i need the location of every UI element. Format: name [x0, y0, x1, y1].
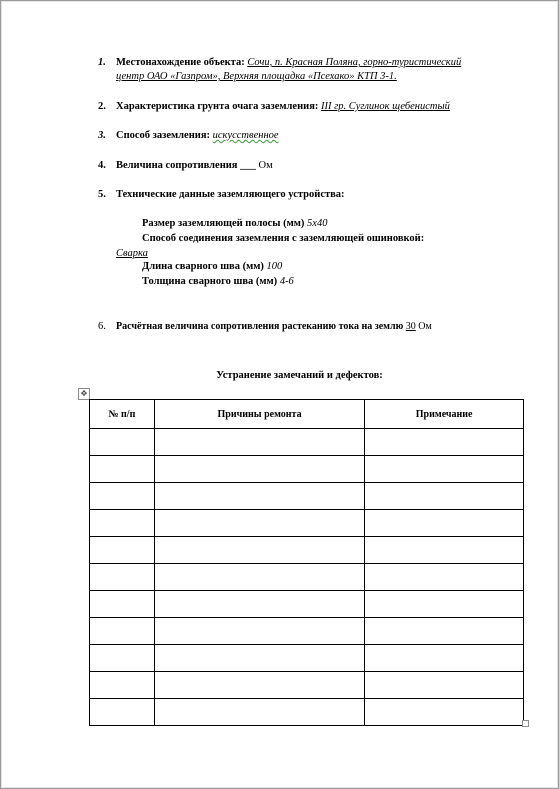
- location-value-line1: Сочи, п. Красная Поляна, горно-туристический: [247, 57, 462, 68]
- table-cell[interactable]: [154, 672, 364, 699]
- table-row: [90, 564, 524, 591]
- table-cell[interactable]: [90, 645, 155, 672]
- connection-method: Способ соединения заземления с заземляющей ошиновкой:: [142, 233, 425, 244]
- soil-value: III гр. Суглинок щебенистый: [321, 101, 450, 112]
- column-header-note: Примечание: [365, 400, 524, 429]
- table-cell[interactable]: [90, 537, 155, 564]
- weld-thickness-value: 4-6: [279, 276, 294, 287]
- table-cell[interactable]: [90, 564, 155, 591]
- table-header-row: [90, 400, 524, 429]
- table-cell[interactable]: [154, 564, 364, 591]
- item-number: 3.: [98, 130, 106, 141]
- table-cell[interactable]: [90, 510, 155, 537]
- table-cell[interactable]: [365, 699, 524, 726]
- resistance-unit: Ом: [258, 160, 273, 171]
- table-cell[interactable]: [154, 618, 364, 645]
- table-row: [90, 699, 524, 726]
- table-row: [90, 618, 524, 645]
- table-resize-handle-icon[interactable]: [522, 720, 529, 727]
- table-cell[interactable]: [154, 645, 364, 672]
- weld-length-value: 100: [266, 261, 283, 272]
- item-number: 5.: [98, 189, 106, 200]
- table-row: [90, 429, 524, 456]
- table-cell[interactable]: [365, 537, 524, 564]
- item-number: 1.: [98, 57, 106, 68]
- table-cell[interactable]: [154, 456, 364, 483]
- item-label: Способ заземления: искусственное: [116, 130, 279, 141]
- connection-value: Сварка: [116, 248, 148, 259]
- table-cell[interactable]: [154, 699, 364, 726]
- table-row: [90, 591, 524, 618]
- item-number: 2.: [98, 101, 106, 112]
- item-label: Местонахождение объекта: Сочи, п. Красная Поляна, горно-туристический: [116, 57, 462, 68]
- table-cell[interactable]: [365, 591, 524, 618]
- table-row: [90, 510, 524, 537]
- table-cell[interactable]: [90, 483, 155, 510]
- strip-size-value: 5х40: [307, 218, 328, 229]
- defects-table-title: Устранение замечаний и дефектов:: [216, 370, 383, 381]
- item-number: 6.: [98, 321, 106, 332]
- calculated-resistance-unit: Ом: [418, 321, 432, 332]
- table-cell[interactable]: [365, 564, 524, 591]
- table-cell[interactable]: [90, 429, 155, 456]
- table-cell[interactable]: [154, 591, 364, 618]
- table-cell[interactable]: [154, 429, 364, 456]
- item-label: Величина сопротивления ___ Ом: [116, 160, 273, 171]
- table-move-handle-icon[interactable]: ✥: [78, 388, 90, 400]
- item-number: 4.: [98, 160, 106, 171]
- table-cell[interactable]: [90, 591, 155, 618]
- table-cell[interactable]: [154, 510, 364, 537]
- column-header-reason: Причины ремонта: [154, 400, 364, 429]
- item-label: Характеристика грунта очага заземления: III гр. Суглинок щебенистый: [116, 101, 450, 112]
- calculated-resistance-value: 30: [405, 321, 416, 332]
- item-label: Расчётная величина сопротивления растеканию тока на землю 30 Ом: [116, 321, 432, 332]
- location-value-line2: центр ОАО «Газпром», Верхняя площадка «Псехако» КТП 3-1.: [116, 71, 397, 82]
- table-cell[interactable]: [90, 672, 155, 699]
- item-label: Технические данные заземляющего устройства:: [116, 189, 345, 200]
- table-cell[interactable]: [365, 510, 524, 537]
- table-cell[interactable]: [365, 672, 524, 699]
- table-cell[interactable]: [365, 618, 524, 645]
- table-cell[interactable]: [365, 456, 524, 483]
- column-header-number: № п/п: [90, 400, 155, 429]
- weld-length: Длина сварного шва (мм) 100: [142, 261, 283, 272]
- table-row: [90, 672, 524, 699]
- method-value: искусственное: [212, 130, 279, 141]
- strip-size: Размер заземляющей полосы (мм) 5х40: [142, 218, 328, 229]
- table-cell[interactable]: [154, 483, 364, 510]
- table-cell[interactable]: [154, 537, 364, 564]
- table-row: [90, 483, 524, 510]
- table-row: [90, 537, 524, 564]
- table-cell[interactable]: [365, 429, 524, 456]
- connection-value-row: [116, 247, 148, 261]
- table-cell[interactable]: [90, 456, 155, 483]
- table-row: [90, 456, 524, 483]
- table-cell[interactable]: [90, 618, 155, 645]
- resistance-blank: ___: [240, 160, 256, 171]
- defects-table: [89, 399, 524, 726]
- table-cell[interactable]: [365, 483, 524, 510]
- weld-thickness: Толщина сварного шва (мм) 4-6: [142, 276, 294, 287]
- table-row: [90, 645, 524, 672]
- table-cell[interactable]: [365, 645, 524, 672]
- table-cell[interactable]: [90, 699, 155, 726]
